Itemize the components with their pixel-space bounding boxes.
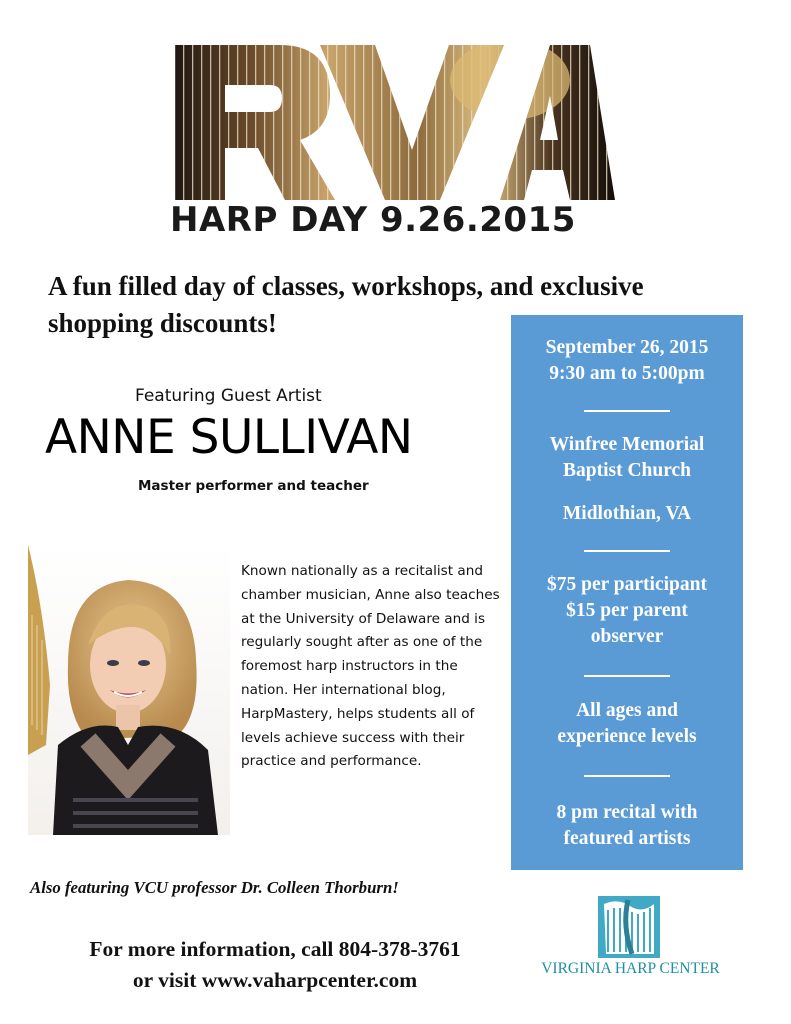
also-featuring: Also featuring VCU professor Dr. Colleen Thorburn!	[30, 878, 399, 897]
divider	[584, 550, 670, 552]
recital-line2: featured artists	[563, 828, 691, 849]
divider	[584, 675, 670, 677]
ages-line2: experience levels	[557, 726, 697, 747]
price-parent-line1: $15 per parent	[566, 600, 688, 621]
price-parent-line2: observer	[590, 626, 664, 647]
recital-line1: 8 pm recital with	[556, 802, 698, 823]
venue-city: Midlothian, VA	[562, 503, 692, 524]
harp-logo-icon	[598, 896, 660, 958]
artist-portrait	[28, 545, 230, 835]
event-time: 9:30 am to 5:00pm	[549, 363, 705, 384]
divider	[584, 410, 670, 412]
event-title: HARP DAY 9.26.2015	[170, 200, 576, 240]
rva-logo	[170, 40, 620, 205]
ages-line1: All ages and	[576, 700, 678, 721]
venue-line1: Winfree Memorial	[549, 434, 705, 455]
price-participant: $75 per participant	[547, 574, 707, 595]
virginia-harp-center-name: VIRGINIA HARP CENTER	[541, 960, 720, 977]
event-info-panel	[511, 315, 743, 870]
event-date: September 26, 2015	[545, 337, 709, 358]
contact-website: or visit www.vaharpcenter.com	[132, 968, 418, 992]
headline: A fun filled day of classes, workshops, and exclusive shopping discounts!	[48, 271, 644, 338]
contact-info	[40, 934, 510, 996]
divider	[584, 775, 670, 777]
contact-phone: For more information, call 804-378-3761	[89, 937, 461, 961]
venue-line2: Baptist Church	[562, 460, 692, 481]
artist-name: ANNE SULLIVAN	[45, 410, 413, 465]
featuring-label: Featuring Guest Artist	[135, 386, 322, 406]
artist-bio: Known nationally as a recitalist and chamber musician, Anne also teaches at the University of Delaware and is regularly sought after as one of the foremost harp instructors in the nation. Her international blog, HarpMastery, helps students all of levels achieve success with their practice and performance.	[241, 563, 500, 770]
artist-subtitle: Master performer and teacher	[138, 478, 369, 494]
